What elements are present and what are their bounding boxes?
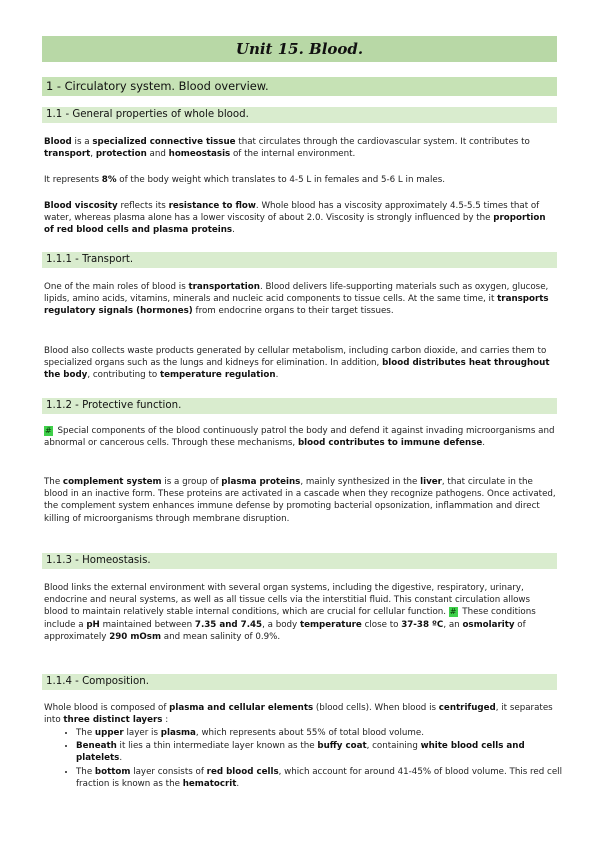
paragraph-complement: The complement system is a group of plasma proteins, mainly synthesized in the liver, that circulate in the blood in an inactive form. These proteins are activated in a cascade when they recognize pathogens. Once activated, the complement system enhances immune defense by promoting bacterial opsonization, inflammation and direct killing of microorganisms through membrane disruption. [44, 477, 556, 524]
list-item: • Beneath it lies a thin intermediate layer known as the buffy coat, containing white blood cells and platelets. [76, 740, 566, 764]
paragraph-body-weight: It represents 8% of the body weight which translates to 4-5 L in females and 5-6 L in males. [44, 175, 446, 185]
list-item: • The upper layer is plasma, which represents about 55% of total blood volume. [76, 727, 566, 739]
section-heading-1-1: 1.1 - General properties of whole blood. [42, 107, 557, 123]
composition-list [60, 727, 566, 791]
section-heading-protective: 1.1.2 - Protective function. [42, 398, 557, 414]
section-heading-1: 1 - Circulatory system. Blood overview. [42, 77, 557, 96]
section-heading-homeostasis: 1.1.3 - Homeostasis. [42, 553, 557, 569]
paragraph-protective: # Special components of the blood continuously patrol the body and defend it against invading microorganisms and abnormal or cancerous cells. Through these mechanisms, blood contributes to immune defense. [44, 426, 555, 449]
highlight-marker: # [45, 426, 52, 435]
paragraph-waste-heat: Blood also collects waste products generated by cellular metabolism, including carbon dioxide, and carries them to specialized organs such as the lungs and kidneys for elimination. In addition, blood distributes heat throughout the body, contributing to temperature regulation. [44, 346, 550, 381]
section-heading-transport: 1.1.1 - Transport. [42, 252, 557, 268]
paragraph-viscosity: Blood viscosity reflects its resistance to flow. Whole blood has a viscosity approximately 4.5-5.5 times that of water, whereas plasma alone has a lower viscosity of about 2.0. Viscosity is strongly influenced by the proportion of red blood cells and plasma proteins. [44, 201, 546, 236]
highlight-marker: # [449, 607, 457, 617]
paragraph-composition: Whole blood is composed of plasma and cellular elements (blood cells). When blood is centrifuged, it separates into three distinct layers : [44, 703, 553, 726]
paragraph-blood-definition: Blood is a specialized connective tissue that circulates through the cardiovascular system. It contributes to transport, protection and homeostasis of the internal environment. [44, 137, 530, 160]
page-title: Unit 15. Blood. [42, 36, 557, 62]
section-heading-composition: 1.1.4 - Composition. [42, 674, 557, 690]
paragraph-transport: One of the main roles of blood is transportation. Blood delivers life-supporting materials such as oxygen, glucose, lipids, amino acids, vitamins, minerals and nucleic acid components to tissue cells. At the same time, it transports regulatory signals (hormones) from endocrine organs to their target tissues. [44, 282, 549, 317]
paragraph-homeostasis: Blood links the external environment with several organ systems, including the digestive, respiratory, urinary, endocrine and neural systems, as well as all tissue cells via the interstitial fluid. This constant circulation allows blood to maintain relatively stable internal conditions, which are crucial for cellular function. # These conditions include a pH maintained between 7.35 and 7.45, a body temperature close to 37-38 ºC, an osmolarity of approximately 290 mOsm and mean salinity of 0.9%. [44, 583, 536, 642]
list-item: • The bottom layer consists of red blood cells, which account for around 41-45% of blood volume. This red cell fraction is known as the hematocrit. [76, 766, 566, 790]
